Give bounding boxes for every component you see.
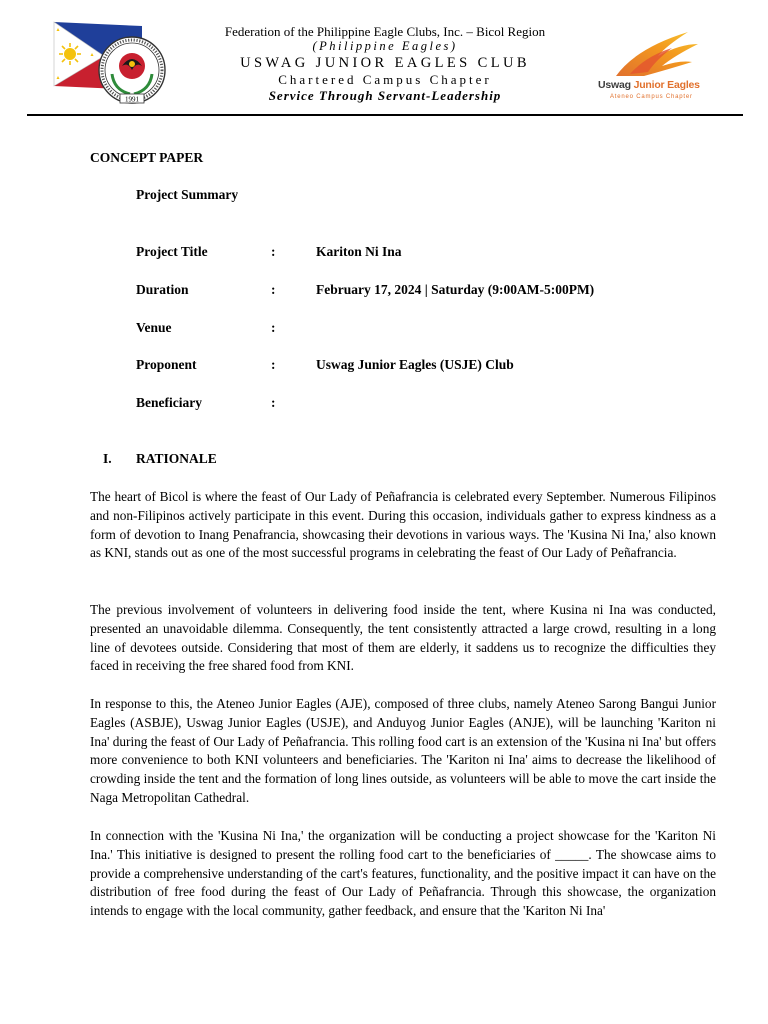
header-chapter-line: Chartered Campus Chapter: [278, 72, 492, 87]
field-colon: :: [271, 282, 276, 297]
brand-name-part1: Uswag: [598, 79, 634, 91]
field-value-project-title: Kariton Ni Ina: [316, 244, 402, 259]
header-federation-line: Federation of the Philippine Eagle Clubs, Inc. – Bicol Region: [224, 24, 546, 39]
field-colon: :: [271, 395, 276, 410]
header-divider: [27, 114, 743, 116]
field-label-project-title: Project Title: [136, 244, 208, 259]
field-label-venue: Venue: [136, 320, 172, 335]
letterhead: [0, 0, 768, 118]
project-summary-heading: Project Summary: [136, 187, 239, 202]
rationale-paragraph: The heart of Bicol is where the feast of Our Lady of Peñafrancia is celebrated every September. Numerous Filipinos and non-Filipinos actively participate in this event. During this occasion, individuals gather to express kindness as a form of devotion to Inang Penafrancia, showcasing their devotions in various ways. The 'Kusina Ni Ina,' also known as KNI, stands out as one of the most successful programs in celebrating the feast of Our Lady of Peñafrancia.: [90, 489, 716, 561]
field-colon: :: [271, 320, 276, 335]
field-value-proponent: Uswag Junior Eagles (USJE) Club: [316, 357, 514, 372]
header-club-name: USWAG JUNIOR EAGLES CLUB: [240, 55, 530, 71]
philippine-flag-and-eagles-seal-icon: [52, 20, 170, 112]
rationale-paragraph: In connection with the 'Kusina Ni Ina,' the organization will be conducting a project showcase for the 'Kariton Ni Ina.' This initiative is designed to present the rolling food cart to the beneficiaries of _____. The showcase aims to provide a comprehensive understanding of the cart's features, functionality, and the positive impact it can have on the distribution of free food during the feast of Our Lady of Peñafrancia. Through this showcase, the organization intends to engage with the local community, gather feedback, and ensure that the 'Kariton Ni Ina': [90, 828, 716, 919]
field-colon: :: [271, 357, 276, 372]
field-label-beneficiary: Beneficiary: [136, 395, 202, 410]
field-label-duration: Duration: [136, 282, 189, 297]
field-colon: :: [271, 244, 276, 259]
brand-name: [598, 79, 718, 91]
section-title: RATIONALE: [136, 451, 217, 466]
section-number: I.: [103, 451, 112, 466]
field-value-duration: February 17, 2024 | Saturday (9:00AM-5:00PM): [316, 282, 595, 297]
rationale-paragraph: In response to this, the Ateneo Junior Eagles (AJE), composed of three clubs, namely Ateneo Sarong Bangui Junior Eagles (ASBJE), Uswag Junior Eagles (USJE), and Anduyog Junior Eagles (ANJE), will be launching 'Kariton ni Ina' during the feast of Our Lady of Peñafrancia. This rolling food cart is an extension of the 'Kusina ni Ina' but offers more convenience to both KNI volunteers and beneficiaries. The 'Kariton ni Ina' aims to decrease the likelihood of crowding inside the tent and the formation of long lines outside, as volunteers will be able to move the cart inside the Naga Metropolitan Cathedral.: [90, 696, 716, 805]
header-motto: Service Through Servant-Leadership: [268, 88, 502, 103]
seal-year: 1991: [125, 95, 139, 104]
brand-subtitle: Ateneo Campus Chapter: [610, 94, 693, 100]
document-title: CONCEPT PAPER: [90, 150, 204, 165]
rationale-paragraph: The previous involvement of volunteers in delivering food inside the tent, where Kusina ni Ina was conducted, presented an unavoidable dilemma. Consequently, the tent consistently attracted a large crowd, resulting in a long line of devotees outside. Considering that most of them are elderly, it saddens us to recognize the difficulties they faced in receiving the free shared food from KNI.: [90, 602, 716, 674]
header-subtitle-line: (Philippine Eagles): [312, 39, 458, 53]
brand-name-part2: Junior Eagles: [633, 79, 700, 91]
field-label-proponent: Proponent: [136, 357, 197, 372]
